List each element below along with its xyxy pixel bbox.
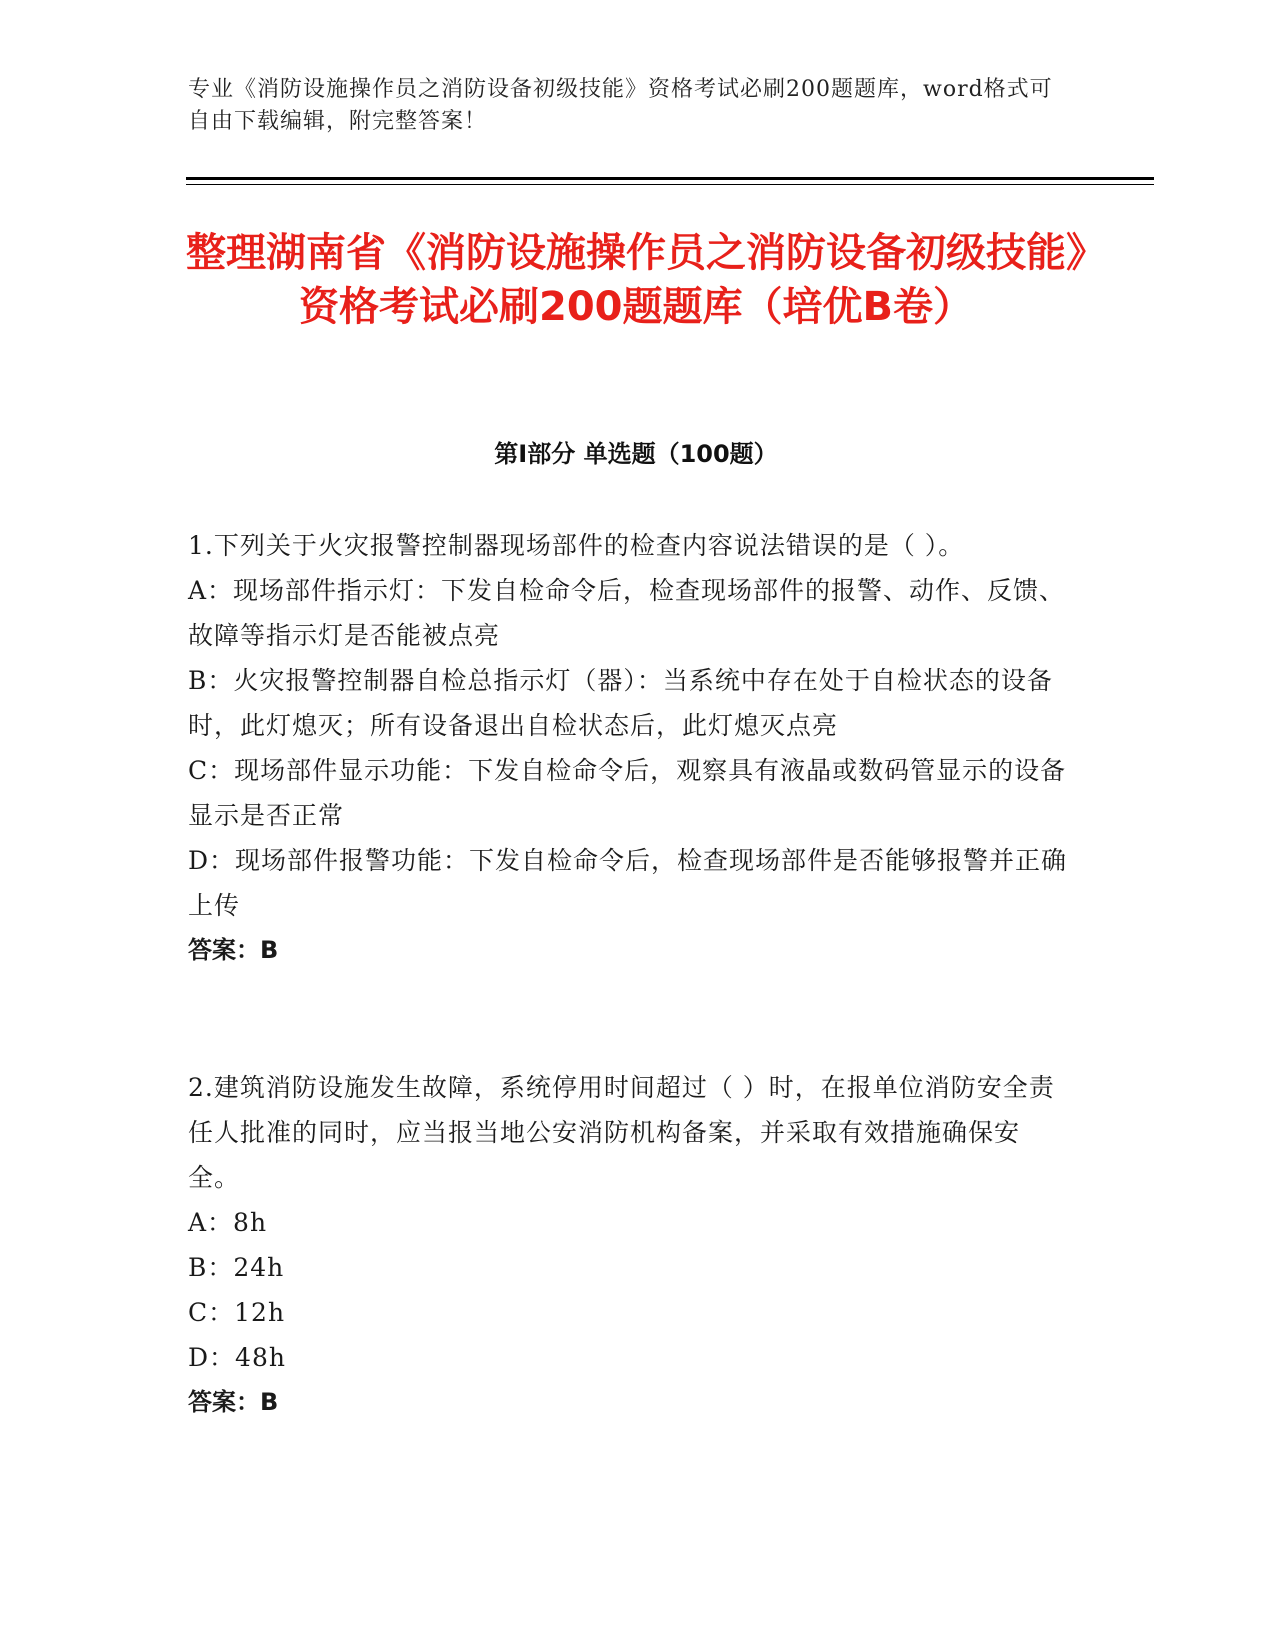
answer-label: 答案：B <box>188 1388 279 1416</box>
answer-label: 答案：B <box>188 936 279 964</box>
header-note: 专业《消防设施操作员之消防设备初级技能》资格考试必刷200题题库，word格式可自由下载编辑，附完整答案！ <box>188 77 1053 134</box>
option-c: C：12h <box>188 1298 286 1327</box>
question-2 <box>188 1065 1068 1425</box>
section-title: 第I部分 单选题（100题） <box>494 440 778 468</box>
option-d: D：现场部件报警功能：下发自检命令后，检查现场部件是否能够报警并正确上传 <box>188 846 1068 920</box>
header-rule-thick <box>186 177 1154 180</box>
option-a: A：8h <box>188 1208 268 1237</box>
option-c: C：现场部件显示功能：下发自检命令后，观察具有液晶或数码管显示的设备显示是否正常 <box>188 756 1067 830</box>
question-1 <box>188 523 1068 973</box>
option-a: A：现场部件指示灯：下发自检命令后，检查现场部件的报警、动作、反馈、故障等指示灯是否能被点亮 <box>188 576 1066 650</box>
option-b: B：火灾报警控制器自检总指示灯（器）：当系统中存在处于自检状态的设备时，此灯熄灭；所有设备退出自检状态后，此灯熄灭点亮 <box>188 666 1053 740</box>
option-d: D：48h <box>188 1343 286 1372</box>
document-title: 整理湖南省《消防设施操作员之消防设备初级技能》资格考试必刷200题题库（培优B卷） <box>186 230 1086 330</box>
question-stem: 1.下列关于火灾报警控制器现场部件的检查内容说法错误的是（ ）。 <box>188 531 965 560</box>
option-b: B：24h <box>188 1253 285 1282</box>
header-rule-thin <box>186 184 1154 185</box>
question-stem: 2.建筑消防设施发生故障，系统停用时间超过（ ）时，在报单位消防安全责任人批准的同时，应当报当地公安消防机构备案，并采取有效措施确保安全。 <box>188 1073 1055 1192</box>
